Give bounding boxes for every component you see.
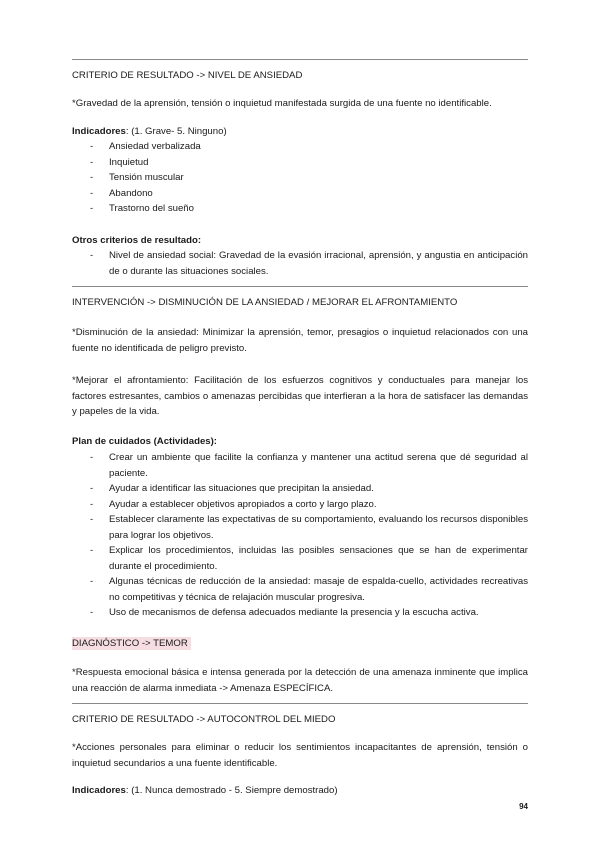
top-divider: [72, 59, 528, 60]
list-item: - Crear un ambiente que facilite la confianza y mantener una actitud serena que dé seguridad al paciente.: [72, 450, 528, 481]
section3-heading-line: [72, 636, 528, 652]
list-item: - Abandono: [72, 186, 528, 202]
care-plan-label: Plan de cuidados (Actividades):: [72, 436, 218, 447]
list-item: - Tensión muscular: [72, 170, 528, 186]
section2-heading: INTERVENCIÓN -> DISMINUCIÓN DE LA ANSIEDAD / MEJORAR EL AFRONTAMIENTO: [72, 297, 458, 308]
page-number: 94: [519, 802, 528, 811]
section1-indicators-line: [72, 124, 528, 140]
list-item: - Ayudar a establecer objetivos apropiados a corto y largo plazo.: [72, 497, 528, 513]
care-plan-list: [72, 450, 528, 621]
list-item: - Explicar los procedimientos, incluidas las posibles sensaciones que se han de experimentar durante el procedimiento.: [72, 543, 528, 574]
indicators-label: Indicadores: [72, 126, 126, 137]
section4-definition: *Acciones personales para eliminar o reducir los sentimientos incapacitantes de aprensión, tensión o inquietud secundarios a una fuente identificable.: [72, 742, 528, 769]
other-criteria-label: Otros criterios de resultado:: [72, 235, 202, 246]
list-item: - Ansiedad verbalizada: [72, 139, 528, 155]
section1-indicator-list: [72, 139, 528, 217]
section3-definition: *Respuesta emocional básica e intensa generada por la detección de una amenaza inminente que implica una reacción de alarma inmediata -> Amenaza ESPECÍFICA.: [72, 667, 528, 694]
list-item: - Establecer claramente las expectativas de su comportamiento, evaluando los recursos disponibles para lograr los objetivos.: [72, 512, 528, 543]
list-item: - Nivel de ansiedad social: Gravedad de la evasión irracional, aprensión, y angustia en anticipación de o durante las situaciones sociales.: [72, 248, 528, 279]
list-item: - Algunas técnicas de reducción de la ansiedad: masaje de espalda-cuello, actividades recreativas no competitivas y técnica de relajación muscular progresiva.: [72, 574, 528, 605]
section2-paragraph-2: *Mejorar el afrontamiento: Facilitación de los esfuerzos cognitivos y conductuales para manejar los factores estresantes, cambios o amenazas percibidas que interfieran a la hora de satisfacer las demandas y papeles de la vida.: [72, 375, 528, 417]
section1-heading: CRITERIO DE RESULTADO -> NIVEL DE ANSIEDAD: [72, 70, 303, 81]
list-item: - Trastorno del sueño: [72, 201, 528, 217]
indicators-label: Indicadores: [72, 785, 126, 796]
list-item: - Ayudar a identificar las situaciones que precipitan la ansiedad.: [72, 481, 528, 497]
indicators-scale: : (1. Nunca demostrado - 5. Siempre demostrado): [125, 785, 338, 796]
section4-indicators-line: [72, 783, 528, 799]
diagnosis-heading: DIAGNÓSTICO -> TEMOR: [72, 637, 191, 650]
list-item: - Uso de mecanismos de defensa adecuados mediante la presencia y la escucha activa.: [72, 605, 528, 621]
other-criteria-list: [72, 248, 528, 279]
divider: [72, 703, 528, 704]
section1-definition: *Gravedad de la aprensión, tensión o inquietud manifestada surgida de una fuente no identificable.: [72, 98, 492, 109]
divider: [72, 286, 528, 287]
section4-heading: CRITERIO DE RESULTADO -> AUTOCONTROL DEL MIEDO: [72, 714, 336, 725]
section2-paragraph-1: *Disminución de la ansiedad: Minimizar la aprensión, temor, presagios o inquietud relacionados con una fuente no identificada de peligro previsto.: [72, 327, 528, 354]
list-item: - Inquietud: [72, 155, 528, 171]
indicators-scale: : (1. Grave- 5. Ninguno): [125, 126, 227, 137]
